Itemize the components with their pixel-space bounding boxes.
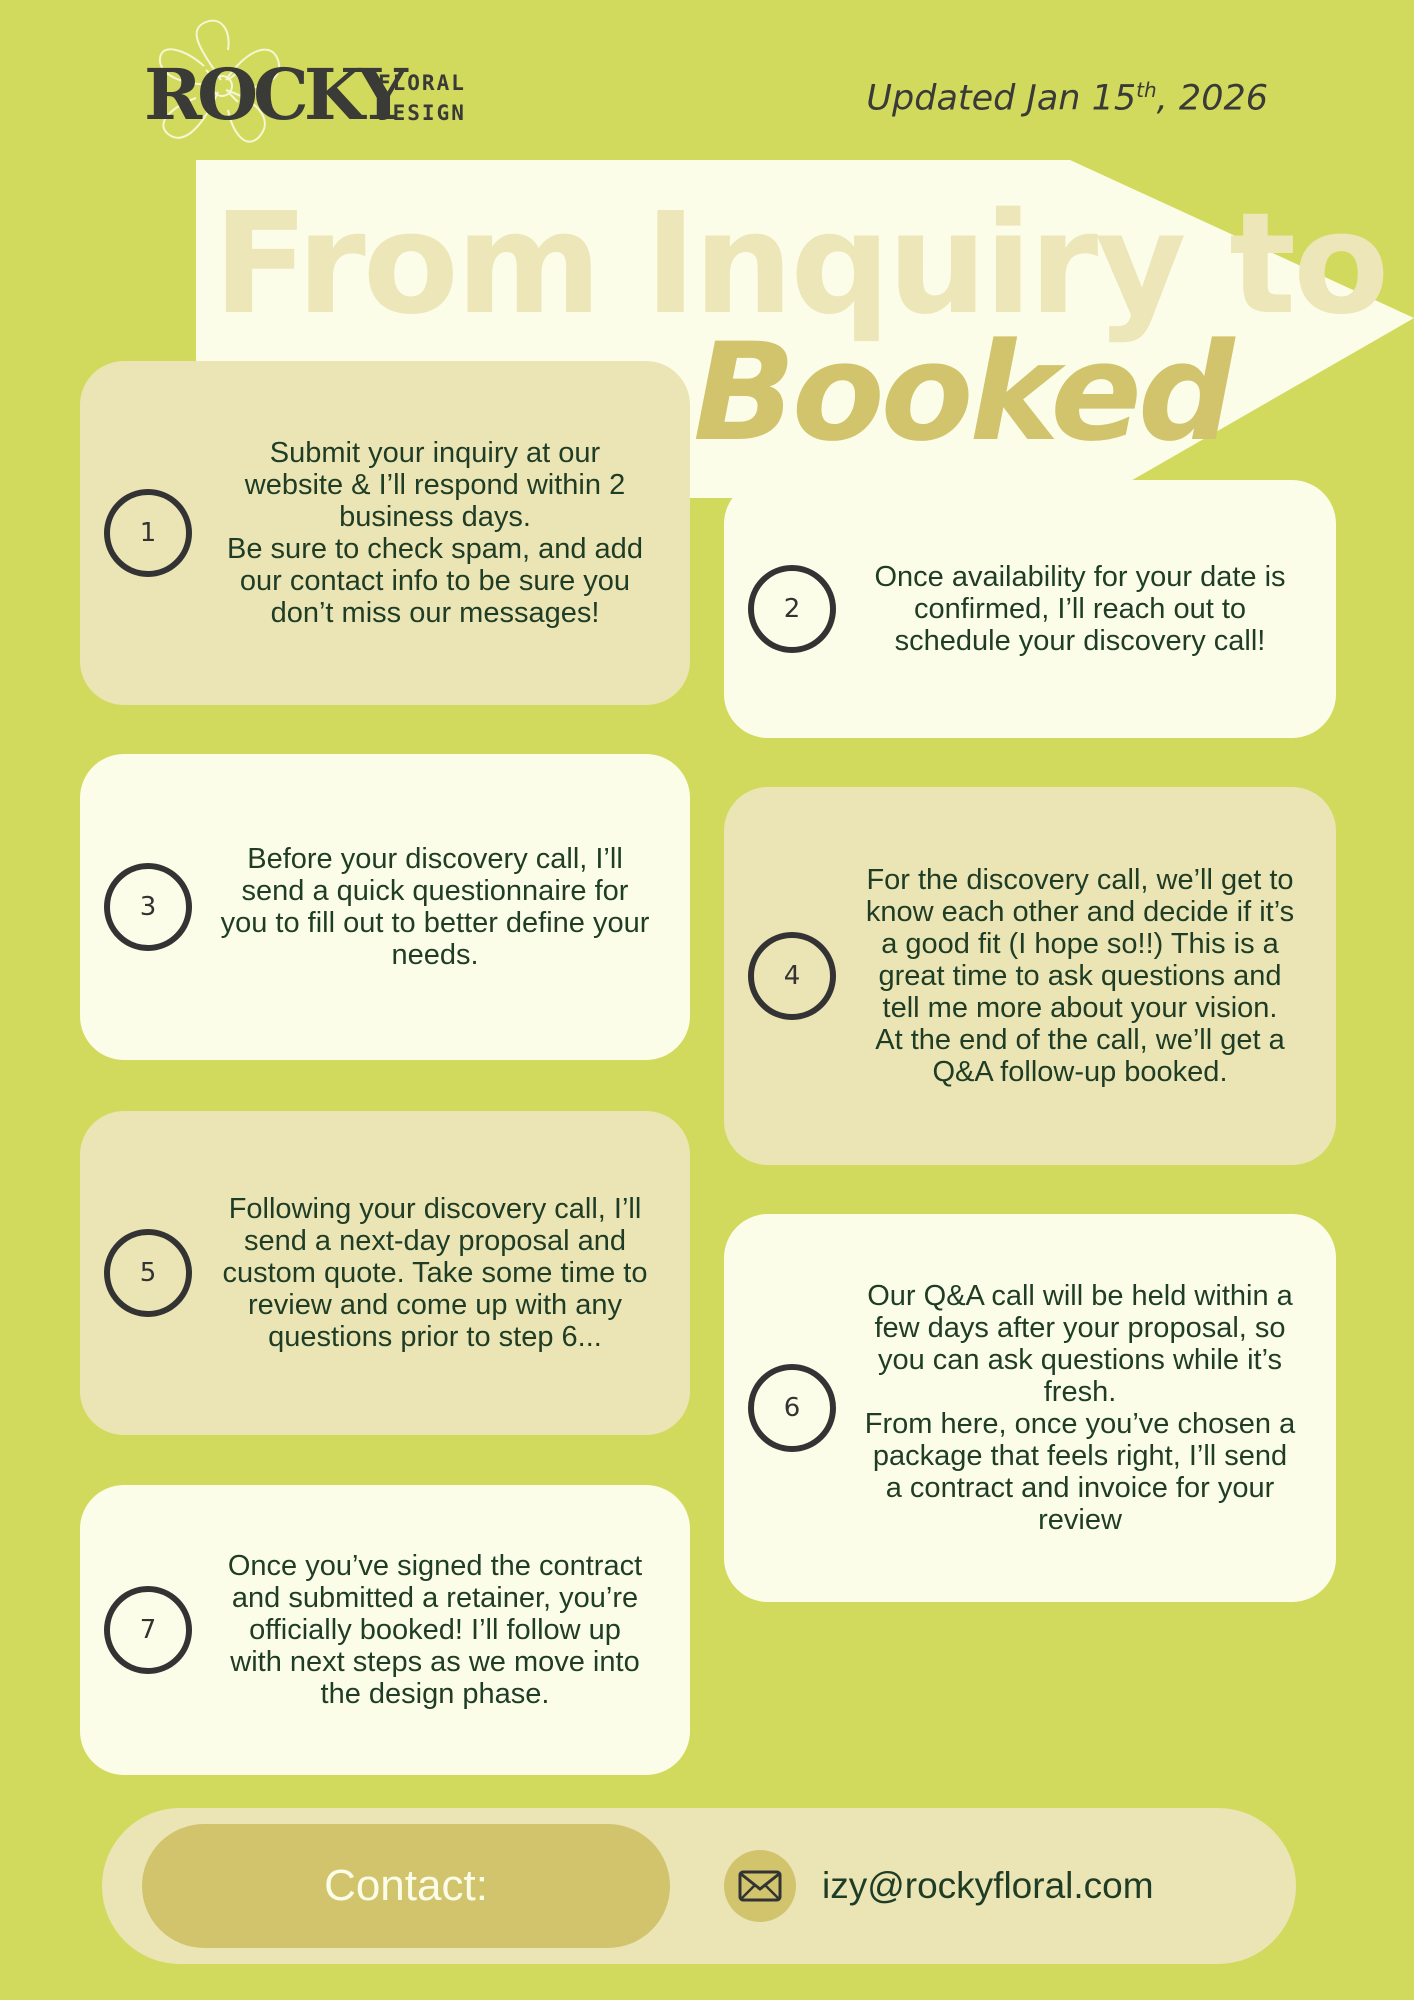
- step-description: [220, 1485, 650, 1775]
- updated-suffix: , 2026: [1156, 78, 1268, 119]
- step-description: [220, 754, 650, 1060]
- step-card-4: [724, 787, 1336, 1165]
- step-card-7: [80, 1485, 690, 1775]
- contact-label-pill: Contact:: [142, 1824, 670, 1948]
- step-description: [864, 787, 1296, 1165]
- step-paragraph: Following your discovery call, I’ll send a next-day proposal and custom quote. Take some time to review and come up with any questions prior to step 6...: [222, 1193, 648, 1353]
- page-title-line1: From Inquiry to: [213, 183, 1387, 346]
- step-paragraph: From here, once you’ve chosen a package that feels right, I’ll send a contract and invoice for your review: [864, 1408, 1296, 1536]
- logo-wordmark: ROCKY: [144, 53, 403, 136]
- logo-subtitle-line1: FLORAL: [378, 71, 466, 95]
- step-number-badge: 2: [748, 565, 836, 653]
- step-description: [220, 361, 650, 705]
- contact-bar: [102, 1808, 1296, 1964]
- step-paragraph: Be sure to check spam, and add our contact info to be sure you don’t miss our messages!: [227, 533, 643, 629]
- updated-ordinal: th: [1136, 78, 1157, 102]
- step-card-3: [80, 754, 690, 1060]
- updated-prefix: Updated Jan 15: [866, 78, 1137, 119]
- step-paragraph: For the discovery call, we’ll get to know each other and decide if it’s a good fit (I hope so!!) This is a great time to ask questions and tell me more about your vision.: [865, 864, 1295, 1024]
- step-card-2: [724, 480, 1336, 738]
- step-description: [864, 1214, 1296, 1602]
- step-description: [220, 1111, 650, 1435]
- envelope-icon: [724, 1850, 796, 1922]
- step-number-badge: 5: [104, 1229, 192, 1317]
- step-paragraph: Before your discovery call, I’ll send a quick questionnaire for you to fill out to better define your needs.: [220, 843, 650, 971]
- logo-subtitle: [378, 68, 466, 128]
- step-card-5: [80, 1111, 690, 1435]
- step-number-badge: 1: [104, 489, 192, 577]
- step-number-badge: 4: [748, 932, 836, 1020]
- step-description: [864, 480, 1296, 738]
- step-card-1: [80, 361, 690, 705]
- logo-subtitle-line2: DESIGN: [378, 101, 466, 125]
- step-card-6: [724, 1214, 1336, 1602]
- step-paragraph: Our Q&A call will be held within a few days after your proposal, so you can ask questions while it’s fresh.: [867, 1280, 1293, 1408]
- brand-logo: [138, 10, 478, 160]
- step-number-badge: 6: [748, 1364, 836, 1452]
- step-paragraph: Once availability for your date is confirmed, I’ll reach out to schedule your discovery call!: [874, 561, 1286, 657]
- step-paragraph: At the end of the call, we’ll get a Q&A follow-up booked.: [875, 1024, 1285, 1088]
- step-number-badge: 3: [104, 863, 192, 951]
- step-paragraph: Submit your inquiry at our website & I’ll respond within 2 business days.: [244, 437, 626, 533]
- page-title-line2: Booked: [693, 314, 1231, 471]
- contact-email-link[interactable]: izy@rockyfloral.com: [822, 1865, 1154, 1906]
- updated-date: [866, 78, 1268, 119]
- step-number-badge: 7: [104, 1586, 192, 1674]
- step-paragraph: Once you’ve signed the contract and submitted a retainer, you’re officially booked! I’ll follow up with next steps as we move into the design phase.: [227, 1550, 643, 1710]
